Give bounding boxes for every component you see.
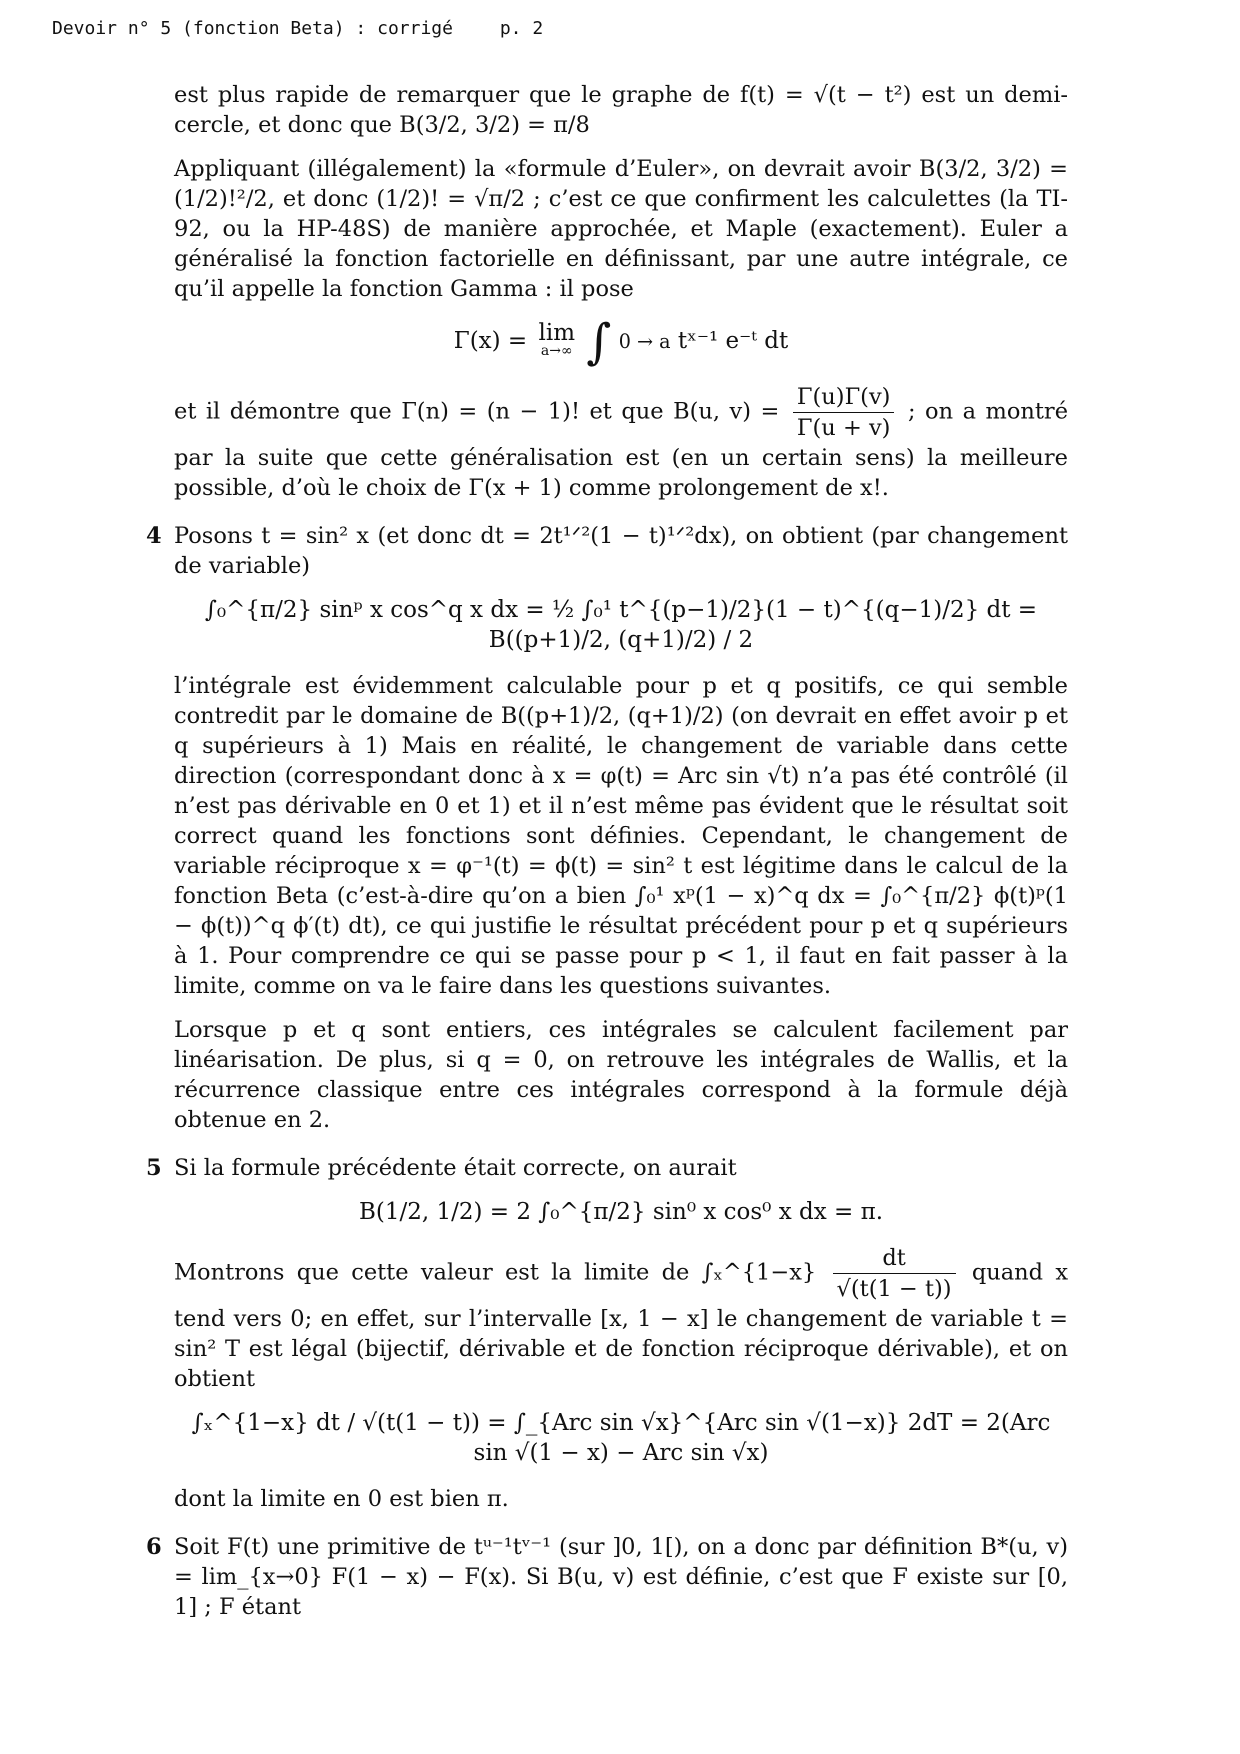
paragraph: Posons t = sin² x (et donc dt = 2t¹ᐟ²(1 − t)¹ᐟ²dx), on obtient (par changement de variable) — [174, 523, 1068, 579]
limit-operator: lim a→∞ — [538, 320, 576, 359]
equation: B(1/2, 1/2) = 2 ∫₀^{π/2} sin⁰ x cos⁰ x dx = π. — [358, 1199, 884, 1225]
paragraph: Montrons que cette valeur est la limite de ∫ₓ^{1−x} $\frac{dt}{√(t(1 - t))}$ quand x tend vers 0; en effet, sur l’intervalle [x, 1 − x] le changement de variable t = sin² T est légal (bijectif, dérivable et de fonction réciproque dérivable), et on obtient — [174, 1245, 1069, 1392]
header-title: Devoir n° 5 (fonction Beta) : corrigé — [52, 18, 453, 39]
paragraph: et il démontre que Γ(n) = (n − 1)! et que B(u, v) = $\frac{\Gamma(u)\Gamma(v)}{\Gamma(u + v)}$ ; on a montré par la suite que cette généralisation est (en un certain sens) la meilleure possible, d’où le choix de Γ(x + 1) comme prolongement de x!. — [174, 384, 1069, 501]
equation-gamma: Γ(x) = lim a→∞ ∫ 0 → a tˣ⁻¹ e⁻ᵗ dt — [453, 314, 789, 370]
question-6 — [146, 1532, 1068, 1622]
page-number: p. 2 — [499, 18, 544, 39]
paragraph: Appliquant (illégalement) la «formule d’Euler», on devrait avoir B(3/2, 3/2) = (1/2)!²/2, et donc (1/2)! = √π/2 ; c’est ce que confirment les calculettes (la TI-92, ou la HP-48S) de manière approchée, et Maple (exactement). Euler a généralisé la fonction factorielle en définissant, par une autre intégrale, ce qu’il appelle la fonction Gamma : il pose — [174, 156, 1068, 302]
paragraph: Lorsque p et q sont entiers, ces intégrales se calculent facilement par linéarisation. De plus, si q = 0, on retrouve les intégrales de Wallis, et la récurrence classique entre ces intégrales correspond à la formule déjà obtenue en 2. — [174, 1017, 1068, 1133]
integral-sign: ∫ — [586, 314, 612, 370]
paragraph: Si la formule précédente était correcte, on aurait — [174, 1155, 737, 1181]
equation: ∫₀^{π/2} sinᵖ x cos^q x dx = ½ ∫₀¹ t^{(p−1)/2}(1 − t)^{(q−1)/2} dt = B((p+1)/2, (q+1)/2) / 2 — [204, 597, 1038, 653]
paragraph: dont la limite en 0 est bien π. — [174, 1486, 509, 1512]
fraction: $\frac{\Gamma(u)\Gamma(v)}{\Gamma(u + v)}$ — [793, 382, 895, 443]
question-4 — [146, 521, 1068, 1135]
question-5 — [146, 1153, 1069, 1514]
equation: ∫ₓ^{1−x} dt / √(t(1 − t)) = ∫_{Arc sin √x}^{Arc sin √(1−x)} 2dT = 2(Arc sin √(1 − x) − Arc sin √x) — [191, 1410, 1051, 1466]
fraction: $\frac{dt}{√(t(1 - t))}$ — [833, 1243, 956, 1304]
paragraph: Soit F(t) une primitive de tᵘ⁻¹tᵛ⁻¹ (sur ]0, 1[), on a donc par définition B*(u, v) = lim_{x→0} F(1 − x) − F(x). Si B(u, v) est définie, c’est que F existe sur [0, 1] ; F étant — [174, 1534, 1068, 1620]
question-number: 4 — [146, 523, 162, 549]
paragraph: est plus rapide de remarquer que le graphe de f(t) = √(t − t²) est un demi-cercle, et donc que B(3/2, 3/2) = π/8 — [174, 82, 1068, 138]
question-number: 5 — [146, 1155, 162, 1181]
question-number: 6 — [146, 1534, 162, 1560]
page-header — [52, 18, 543, 39]
integral-bounds: 0 → a — [618, 330, 671, 353]
paragraph: l’intégrale est évidemment calculable pour p et q positifs, ce qui semble contredit par le domaine de B((p+1)/2, (q+1)/2) (on devrait en effet avoir p et q supérieurs à 1) Mais en réalité, le changement de variable dans cette direction (correspondant donc à x = φ(t) = Arc sin √t) n’a pas été contrôlé (il n’est pas dérivable en 0 et 1) et il n’est même pas évident que le résultat soit correct quand les fonctions sont définies. Cependant, le changement de variable réciproque x = φ⁻¹(t) = ϕ(t) = sin² t est légitime dans le calcul de la fonction Beta (c’est-à-dire qu’on a bien ∫₀¹ xᵖ(1 − x)^q dx = ∫₀^{π/2} ϕ(t)ᵖ(1 − ϕ(t))^q ϕ′(t) dt), ce qui justifie le résultat précédent pour p et q supérieurs à 1. Pour comprendre ce qui se passe pour p < 1, il faut en fait passer à la limite, comme on va le faire dans les questions suivantes. — [174, 673, 1068, 999]
document-body — [146, 80, 1069, 1636]
